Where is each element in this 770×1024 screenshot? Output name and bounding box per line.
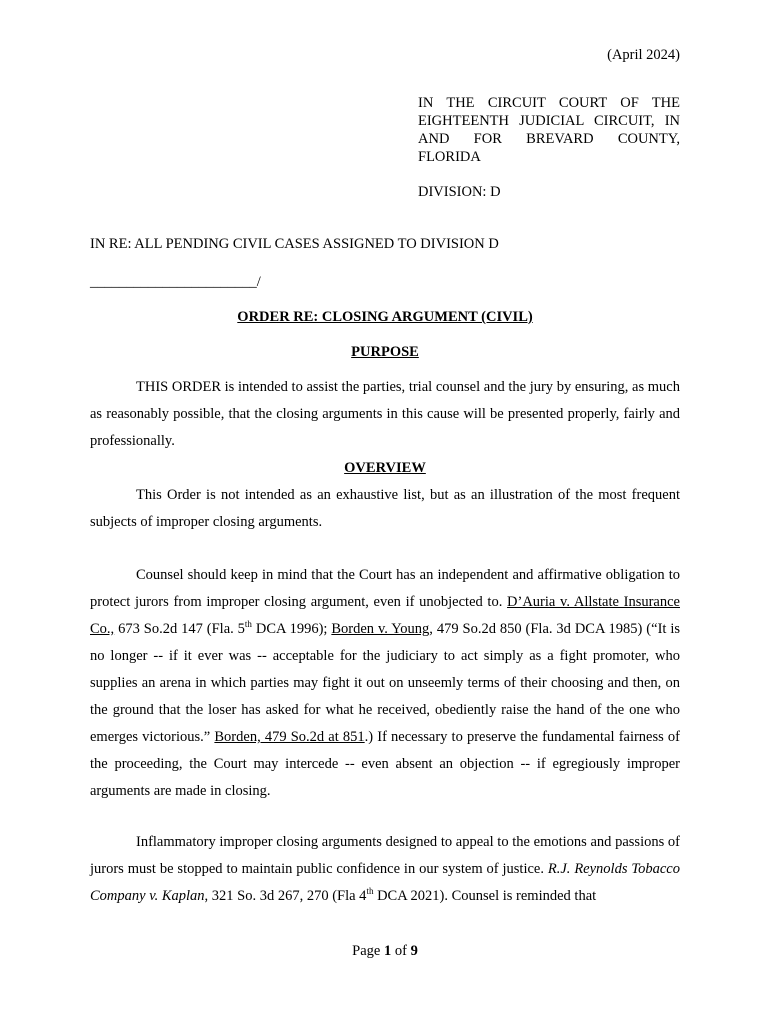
- page-word: Page: [352, 943, 381, 959]
- text-run: 673 So.2d 147 (Fla. 5: [114, 621, 245, 637]
- case-citation-dauria: D’Auria v. Allstate Insurance Co.,: [90, 594, 680, 637]
- obligation-paragraph: [90, 562, 680, 805]
- case-citation-borden-pin: Borden, 479 So.2d at 851: [214, 729, 365, 745]
- signature-line: _______________________/: [90, 274, 261, 290]
- text-run: Counsel should keep in mind that the Court has an independent and affirmative obligation to protect jurors from improper closing argument, even if unobjected to.: [90, 567, 680, 610]
- division-label: DIVISION: D: [418, 184, 501, 200]
- text-run: DCA 1996);: [251, 621, 332, 637]
- order-date: (April 2024): [607, 47, 680, 63]
- text-run: .) If necessary to preserve the fundamental fairness of the proceeding, the Court may intercede -- even absent an objection -- if egregiously improper arguments are made in closing.: [90, 729, 680, 799]
- purpose-heading: PURPOSE: [351, 344, 419, 360]
- overview-paragraph: This Order is not intended as an exhaustive list, but as an illustration of the most frequent subjects of improper closing arguments.: [90, 487, 680, 530]
- text-run: Inflammatory improper closing arguments designed to appeal to the emotions and passions of jurors must be stopped to maintain public confidence in our system of justice.: [90, 834, 680, 877]
- court-caption: IN THE CIRCUIT COURT OF THE EIGHTEENTH JUDICIAL CIRCUIT, IN AND FOR BREVARD COUNTY, FLORIDA: [418, 95, 680, 165]
- page-footer: [90, 943, 680, 960]
- purpose-paragraph: THIS ORDER is intended to assist the parties, trial counsel and the jury by ensuring, as much as reasonably possible, that the closing arguments in this cause will be presented properly, fairly and professionally.: [90, 379, 680, 449]
- text-run: , 479 So.2d 850 (Fla. 3d DCA 1985) (“It is no longer -- if it ever was -- acceptable for the judiciary to act simply as a fight promoter, who supplies an arena in which parties may fight it out on unseemly terms of their choosing and then, on the ground that the loser has asked for what he received, obediently raise the hand of the one who emerges victorious.”: [90, 621, 681, 745]
- page-number: 1: [383, 943, 392, 959]
- text-run: , 321 So. 3d 267, 270 (Fla 4: [204, 888, 367, 904]
- text-run: DCA 2021). Counsel is reminded that: [373, 888, 597, 904]
- inflammatory-paragraph: [90, 829, 680, 910]
- case-citation-borden: Borden v. Young: [331, 621, 430, 637]
- order-title: ORDER RE: CLOSING ARGUMENT (CIVIL): [237, 309, 533, 325]
- in-re-line: IN RE: ALL PENDING CIVIL CASES ASSIGNED TO DIVISION D: [90, 236, 499, 252]
- page-total: 9: [410, 943, 418, 959]
- superscript: th: [366, 886, 374, 897]
- of-word: of: [394, 943, 407, 959]
- overview-heading: OVERVIEW: [344, 460, 426, 476]
- case-citation-kaplan: R.J. Reynolds Tobacco Company v. Kaplan: [90, 861, 680, 904]
- superscript: th: [244, 619, 252, 630]
